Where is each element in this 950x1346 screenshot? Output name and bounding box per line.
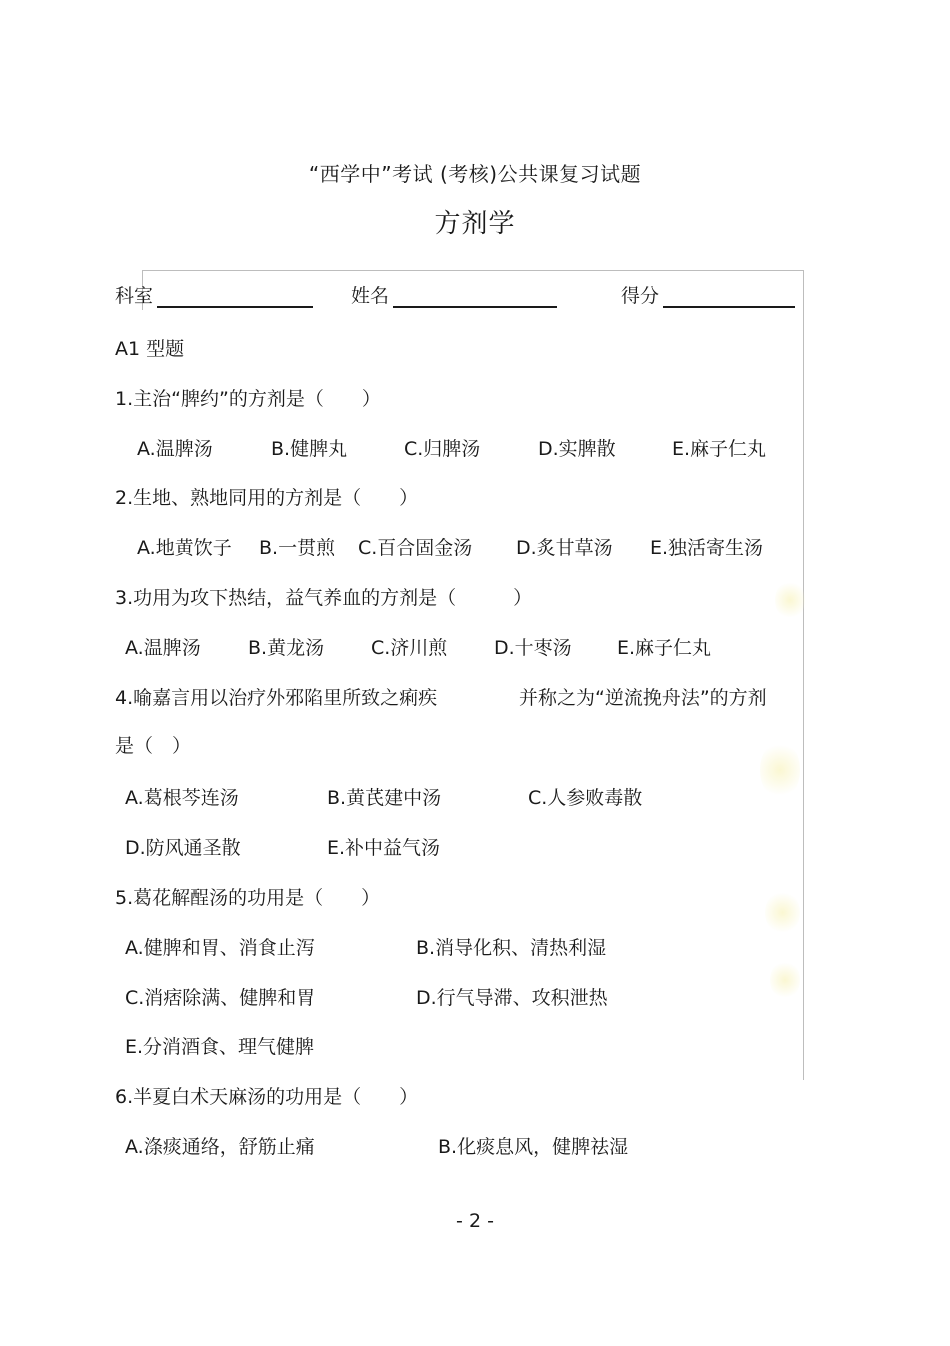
paper-stain (760, 740, 800, 800)
question-stem-continued: 是（ ） (115, 735, 192, 757)
option-e[interactable]: E.麻子仁丸 (617, 637, 712, 659)
option-a[interactable]: A.健脾和胃、消食止泻 (125, 937, 315, 959)
page-number: - 2 - (456, 1210, 494, 1232)
option-d[interactable]: D.实脾散 (538, 438, 616, 460)
question-stem: 6.半夏白术天麻汤的功用是（ ） (115, 1086, 419, 1108)
name-label: 姓名 (351, 285, 390, 307)
paper-stain (765, 890, 800, 935)
dept-field[interactable] (115, 281, 313, 308)
question-stem: 5.葛花解酲汤的功用是（ ） (115, 887, 381, 909)
option-e[interactable]: E.独活寄生汤 (650, 537, 764, 559)
option-b[interactable]: B.消导化积、清热利湿 (416, 937, 607, 959)
dept-blank[interactable] (157, 282, 313, 308)
option-a[interactable]: A.地黄饮子 (137, 537, 232, 559)
info-header (115, 281, 805, 313)
option-b[interactable]: B.黄龙汤 (248, 637, 325, 659)
frame-right-line (803, 270, 804, 1080)
name-blank[interactable] (393, 282, 557, 308)
option-d[interactable]: D.防风通圣散 (125, 837, 241, 859)
frame-top-line (142, 270, 803, 271)
exam-title: “西学中”考试 (考核)公共课复习试题 (308, 162, 642, 186)
option-d[interactable]: D.炙甘草汤 (516, 537, 613, 559)
exam-subtitle: 方剂学 (434, 209, 516, 239)
question-stem-tail: 并称之为“逆流挽舟法”的方剂 (519, 687, 767, 709)
option-a[interactable]: A.温脾汤 (125, 637, 201, 659)
option-c[interactable]: C.百合固金汤 (358, 537, 473, 559)
option-b[interactable]: B.健脾丸 (271, 438, 348, 460)
question-stem: 4.喻嘉言用以治疗外邪陷里所致之痢疾 (115, 687, 438, 709)
option-c[interactable]: C.归脾汤 (404, 438, 481, 460)
option-b[interactable]: B.黄芪建中汤 (327, 787, 442, 809)
option-c[interactable]: C.消痞除满、健脾和胃 (125, 987, 316, 1009)
option-d[interactable]: D.行气导滞、攻积泄热 (416, 987, 608, 1009)
option-d[interactable]: D.十枣汤 (494, 637, 572, 659)
option-e[interactable]: E.麻子仁丸 (672, 438, 767, 460)
score-label: 得分 (621, 285, 660, 307)
question-stem: 2.生地、熟地同用的方剂是（ ） (115, 487, 419, 509)
question-stem: 1.主治“脾约”的方剂是（ ） (115, 388, 381, 410)
option-b[interactable]: B.化痰息风，健脾祛湿 (438, 1136, 629, 1158)
option-b[interactable]: B.一贯煎 (259, 537, 336, 559)
option-a[interactable]: A.葛根芩连汤 (125, 787, 239, 809)
dept-label: 科室 (115, 285, 154, 307)
paper-stain (770, 960, 800, 1000)
option-a[interactable]: A.温脾汤 (137, 438, 213, 460)
score-blank[interactable] (663, 282, 795, 308)
name-field[interactable] (351, 281, 557, 308)
option-c[interactable]: C.济川煎 (371, 637, 448, 659)
score-field[interactable] (621, 281, 795, 308)
option-e[interactable]: E.补中益气汤 (327, 837, 441, 859)
option-c[interactable]: C.人参败毒散 (528, 787, 643, 809)
section-heading: A1 型题 (115, 338, 185, 360)
option-e[interactable]: E.分消酒食、理气健脾 (125, 1036, 315, 1058)
question-stem: 3.功用为攻下热结，益气养血的方剂是（ ） (115, 587, 533, 609)
paper-stain (775, 580, 805, 620)
option-a[interactable]: A.涤痰通络，舒筋止痛 (125, 1136, 315, 1158)
